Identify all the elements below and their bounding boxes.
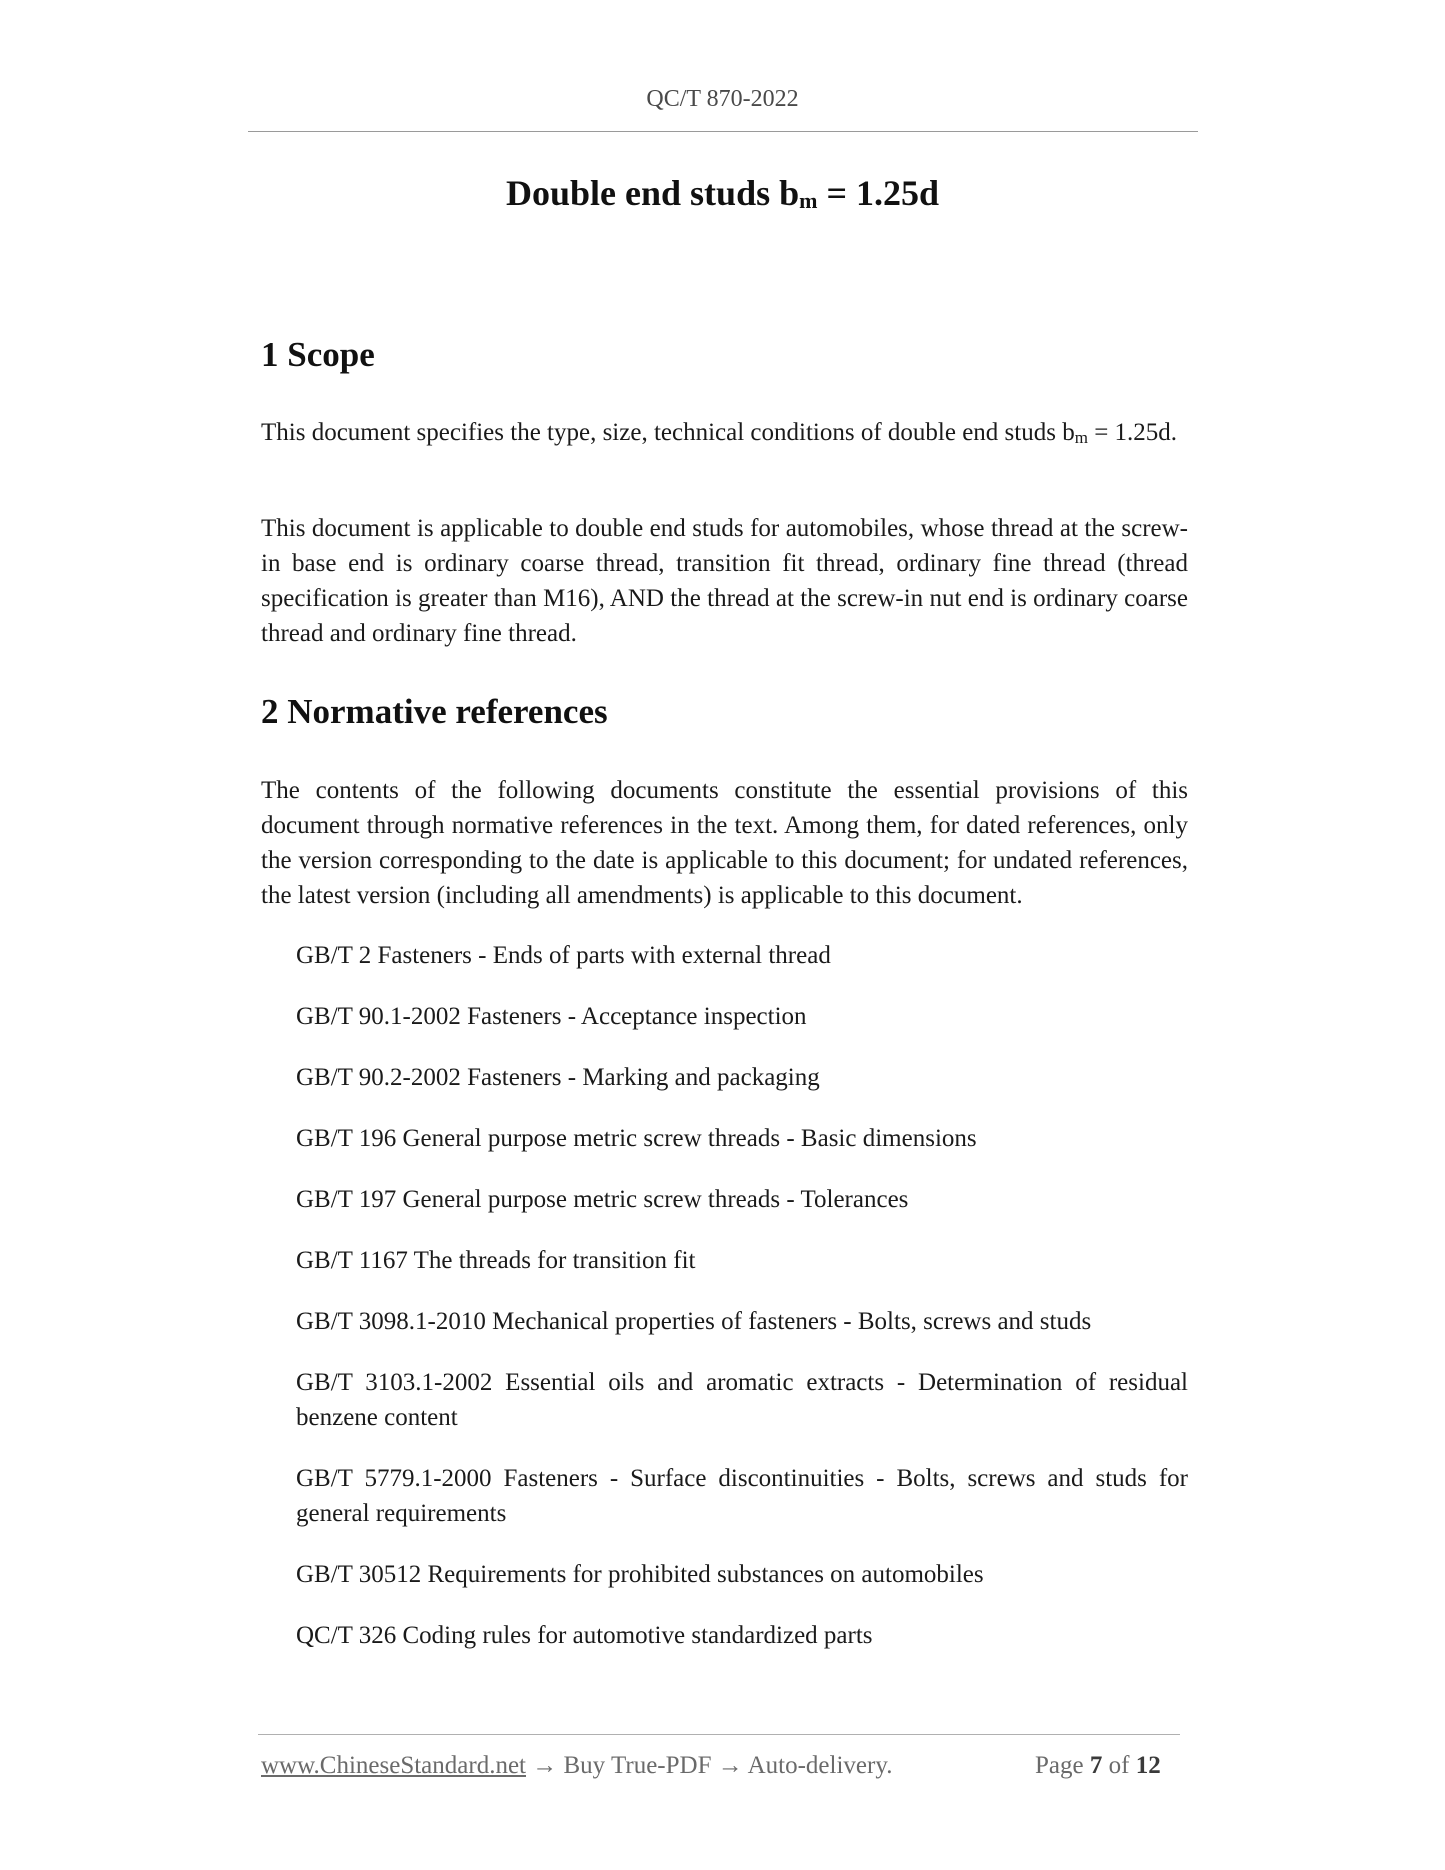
scope-paragraph-2: This document is applicable to double end studs for automobiles, whose thread at the screw-in base end is ordinary coarse thread, transition fit thread, ordinary fine thread (thread specification is greater than M16), AND the thread at the screw-in nut end is ordinary coarse thread and ordinary fine thread.	[261, 515, 1188, 647]
title-subscript: m	[799, 188, 818, 213]
page-label: Page	[1035, 1752, 1084, 1779]
header-divider	[248, 131, 1198, 132]
scope-p1-tail: = 1.25d.	[1087, 419, 1178, 446]
document-title	[0, 172, 1445, 214]
scope-paragraph-1	[261, 415, 1188, 455]
reference-item: GB/T 196 General purpose metric screw threads - Basic dimensions	[296, 1125, 977, 1152]
section-heading-scope: 1 Scope	[261, 335, 375, 374]
arrow-icon: →	[717, 1752, 743, 1779]
title-tail: = 1.25d	[817, 173, 939, 213]
total-pages: 12	[1135, 1752, 1161, 1779]
reference-item: GB/T 90.1-2002 Fasteners - Acceptance inspection	[296, 1003, 807, 1030]
reference-item: GB/T 90.2-2002 Fasteners - Marking and packaging	[296, 1064, 820, 1091]
reference-item: GB/T 197 General purpose metric screw threads - Tolerances	[296, 1186, 909, 1213]
reference-item: QC/T 326 Coding rules for automotive standardized parts	[296, 1622, 873, 1649]
reference-item: GB/T 2 Fasteners - Ends of parts with external thread	[296, 942, 831, 969]
reference-item: GB/T 3103.1-2002 Essential oils and aromatic extracts - Determination of residual benzene content	[296, 1369, 1188, 1431]
footer-divider	[258, 1734, 1180, 1735]
section-heading-normative-references: 2 Normative references	[261, 692, 608, 731]
page-indicator	[1035, 1752, 1161, 1780]
auto-delivery-text: Auto-delivery.	[747, 1752, 893, 1779]
reference-list	[296, 938, 1188, 1679]
footer-promo	[261, 1752, 892, 1780]
reference-item: GB/T 30512 Requirements for prohibited substances on automobiles	[296, 1561, 984, 1588]
reference-item: GB/T 1167 The threads for transition fit	[296, 1247, 696, 1274]
title-main: Double end studs b	[506, 173, 800, 213]
reference-item: GB/T 5779.1-2000 Fasteners - Surface discontinuities - Bolts, screws and studs for general requirements	[296, 1465, 1188, 1527]
site-link[interactable]: www.ChineseStandard.net	[261, 1752, 526, 1779]
normative-intro-paragraph: The contents of the following documents constitute the essential provisions of this document through normative references in the text. Among them, for dated references, only the version corresponding to the date is applicable to this document; for undated references, the latest version (including all amendments) is applicable to this document.	[261, 777, 1188, 909]
buy-pdf-text: Buy True-PDF	[563, 1752, 712, 1779]
arrow-icon: →	[532, 1752, 558, 1779]
of-label: of	[1108, 1752, 1130, 1779]
scope-p1-subscript: m	[1074, 428, 1088, 447]
reference-item: GB/T 3098.1-2010 Mechanical properties of fasteners - Bolts, screws and studs	[296, 1308, 1092, 1335]
current-page-number: 7	[1089, 1752, 1103, 1779]
scope-p1-text: This document specifies the type, size, technical conditions of double end studs b	[261, 419, 1075, 446]
document-code-header: QC/T 870-2022	[646, 86, 799, 112]
